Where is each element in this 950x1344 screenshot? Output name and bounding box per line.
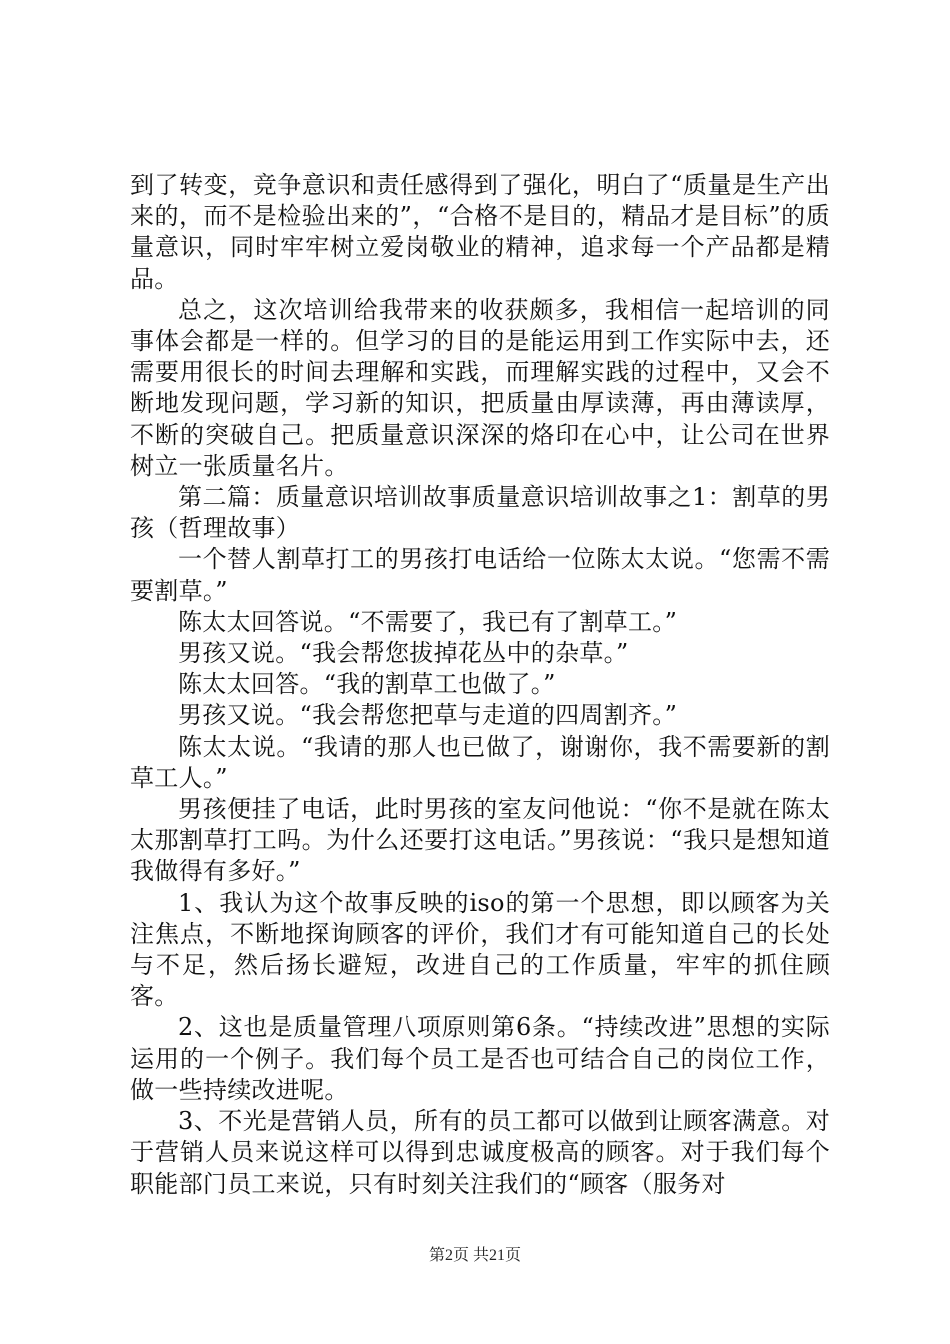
paragraph-point-2: 2、这也是质量管理八项原则第6条。“持续改进”思想的实际运用的一个例子。我们每个员工是否也可结合自己的岗位工作，做一些持续改进呢。 bbox=[130, 1013, 830, 1104]
paragraph-dialogue: 陈太太回答。“我的割草工也做了。” bbox=[178, 670, 556, 699]
paragraph-dialogue: 陈太太回答说。“不需要了，我已有了割草工。” bbox=[178, 607, 678, 636]
paragraph-dialogue: 陈太太说。“我请的那人也已做了，谢谢你，我不需要新的割草工人。” bbox=[130, 732, 830, 792]
paragraph-section-heading: 第二篇：质量意识培训故事质量意识培训故事之1：割草的男孩（哲理故事） bbox=[130, 483, 830, 543]
page-footer: 第2页 共21页 bbox=[428, 1247, 521, 1264]
paragraph-point-3: 3、不光是营销人员，所有的员工都可以做到让顾客满意。对于营销人员来说这样可以得到忠诚度极高的顾客。对于我们每个职能部门员工来说，只有时刻关注我们的“顾客（服务对 bbox=[130, 1107, 830, 1198]
paragraph-story-end: 男孩便挂了电话，此时男孩的室友问他说：“你不是就在陈太太那割草打工吗。为什么还要打这电话。”男孩说：“我只是想知道我做得有多好。” bbox=[130, 795, 830, 886]
paragraph-summary: 总之，这次培训给我带来的收获颇多，我相信一起培训的同事体会都是一样的。但学习的目的是能运用到工作实际中去，还需要用很长的时间去理解和实践，而理解实践的过程中，又会不断地发现问题，学习新的知识，把质量由厚读薄，再由薄读厚，不断的突破自己。把质量意识深深的烙印在心中，让公司在世界树立一张质量名片。 bbox=[130, 295, 830, 480]
paragraph-story-intro: 一个替人割草打工的男孩打电话给一位陈太太说。“您需不需要割草。” bbox=[130, 545, 830, 605]
paragraph-continuation: 到了转变，竞争意识和责任感得到了强化，明白了“质量是生产出来的，而不是检验出来的”，“合格不是目的，精品才是目标”的质量意识，同时牢牢树立爱岗敬业的精神，追求每一个产品都是精品。 bbox=[130, 171, 830, 293]
paragraph-point-1: 1、我认为这个故事反映的iso的第一个思想，即以顾客为关注焦点，不断地探询顾客的评价，我们才有可能知道自己的长处与不足，然后扬长避短，改进自己的工作质量，牢牢的抓住顾客。 bbox=[130, 888, 830, 1011]
document-body bbox=[130, 170, 830, 1200]
paragraph-dialogue: 男孩又说。“我会帮您拔掉花丛中的杂草。” bbox=[178, 639, 629, 668]
paragraph-dialogue: 男孩又说。“我会帮您把草与走道的四周割齐。” bbox=[178, 701, 678, 730]
